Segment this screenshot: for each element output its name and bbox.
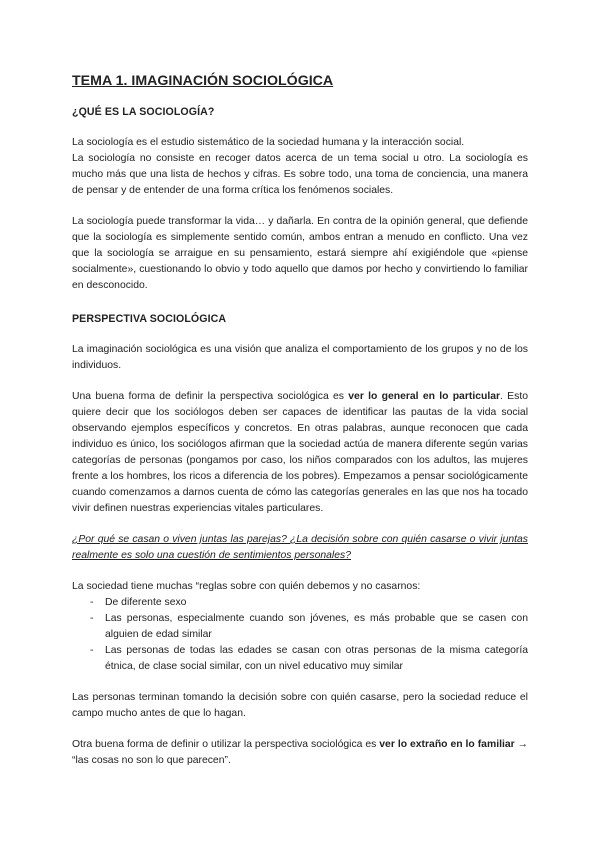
- section-heading-que-es: ¿QUÉ ES LA SOCIOLOGÍA?: [72, 106, 215, 118]
- paragraph-not-data: La sociología no consiste en recoger datos acerca de un tema social u otro. La sociología es mucho más que una lista de hechos y cifras. Es sobre todo, una toma de conciencia, una manera de pensar y de entender de una forma crítica los fenómenos sociales.: [72, 153, 528, 196]
- paragraph-general-particular: [72, 389, 528, 517]
- list-item-text: Las personas de todas las edades se casan con otras personas de la misma categoría étnica, de clase social similar, con un nivel educativo muy similar: [105, 645, 528, 672]
- text-segment: Una buena forma de definir la perspectiva sociológica es: [72, 391, 349, 402]
- dash-bullet: -: [90, 597, 94, 608]
- paragraph-transform: La sociología puede transformar la vida… y dañarla. En contra de la opinión general, que defiende que la sociología es simplemente sentido común, ambos entran a menudo en conflicto. Una vez que la sociología se arraigue en su pensamiento, estará siempre ahí exigiéndole que «piense socialmente», cuestionando lo obvio y todo aquello que damos por hecho y convirtiendo lo familiar en desconocido.: [72, 216, 528, 291]
- text-segment: Otra buena forma de definir o utilizar la perspectiva sociológica es: [72, 739, 380, 750]
- question-couples: ¿Por qué se casan o viven juntas las parejas? ¿La decisión sobre con quién casarse o vivir juntas realmente es solo una cuestión de sentimientos personales?: [72, 534, 528, 561]
- list-item-text: De diferente sexo: [105, 597, 187, 608]
- emphasis-general-particular: ver lo general en lo particular: [348, 391, 501, 402]
- paragraph-decision: Las personas terminan tomando la decisión sobre con quién casarse, pero la sociedad reduce el campo mucho antes de que lo hagan.: [72, 692, 528, 719]
- list-item: [72, 611, 528, 643]
- document-title: TEMA 1. IMAGINACIÓN SOCIOLÓGICA: [72, 73, 334, 89]
- emphasis-extrano-familiar: ver lo extraño en lo familiar: [379, 739, 515, 750]
- paragraph-definition: La sociología es el estudio sistemático de la sociedad humana y la interacción social.: [72, 137, 465, 148]
- text-segment: . Esto quiere decir que los sociólogos deben ser capaces de identificar las pautas de la vida social observando ejemplos específicos y concretos. En otras palabras, aunque reconocen que cada individuo es único, los sociólogos afirman que la sociedad actúa de manera diferente según varias categorías de personas (pongamos por caso, los niños comparados con los adultos, las mujeres frente a los hombres, los ricos a diferencia de los pobres). Empezamos a pensar sociológicamente cuando comenzamos a darnos cuenta de cómo las categorías generales en las que nos ha tocado vivir definen nuestras experiencias vitales particulares.: [72, 391, 528, 514]
- rules-list: [72, 595, 528, 675]
- dash-bullet: -: [90, 613, 94, 624]
- list-item: [72, 595, 528, 611]
- section-heading-perspectiva: PERSPECTIVA SOCIOLÓGICA: [72, 313, 227, 325]
- paragraph-extrano-familiar: [72, 737, 528, 769]
- paragraph-rules-intro: La sociedad tiene muchas “reglas sobre con quién debemos y no casarnos:: [72, 581, 421, 592]
- list-item-text: Las personas, especialmente cuando son jóvenes, es más probable que se casen con alguien de edad similar: [105, 613, 528, 640]
- list-item: [72, 643, 528, 675]
- paragraph-imagination: La imaginación sociológica es una visión que analiza el comportamiento de los grupos y no de los individuos.: [72, 344, 528, 371]
- dash-bullet: -: [90, 645, 94, 656]
- text-segment: → “las cosas no son lo que parecen”.: [72, 739, 529, 766]
